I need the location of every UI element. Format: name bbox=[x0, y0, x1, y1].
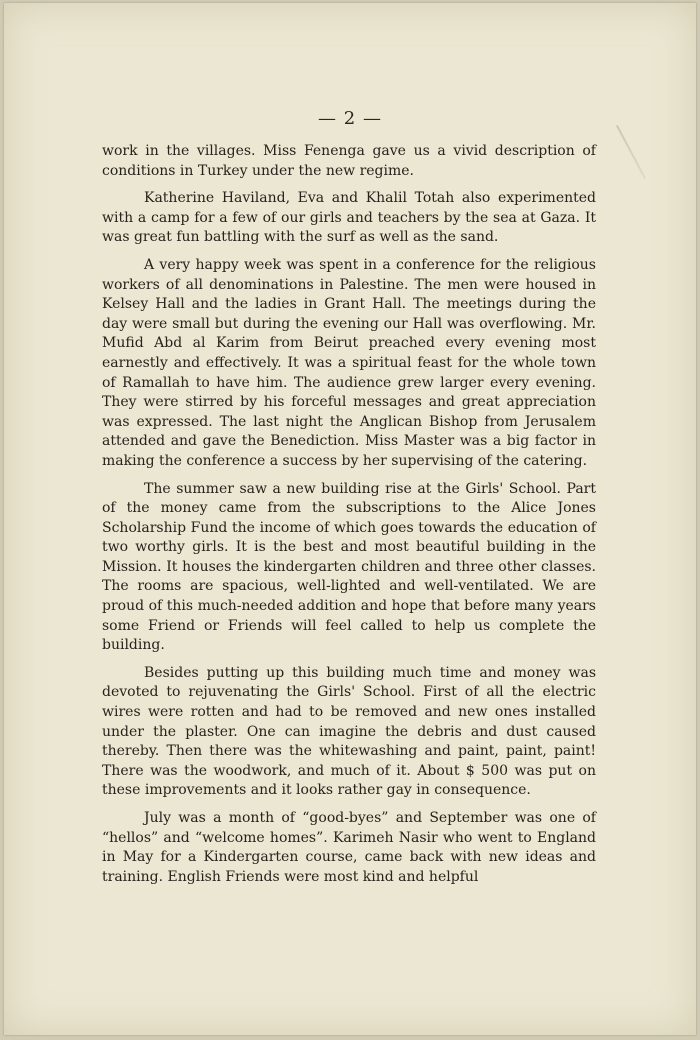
page-number: — 2 — bbox=[318, 108, 382, 129]
paragraph-villages: work in the villages. Miss Fenenga gave us a vivid description of conditions in Turkey under the new regime. bbox=[102, 143, 596, 179]
paragraph-conference: A very happy week was spent in a conference for the religious workers of all denominations in Palestine. The men were housed in Kelsey Hall and the ladies in Grant Hall. The meetings during the day were small but during the evening our Hall was overflowing. Mr. Mufid Abd al Karim from Beirut preached every evening most earnestly and effectively. It was a spiritual feast for the whole town of Ramallah to have him. The audience grew larger every evening. They were stirred by his forceful messages and great appreciation was expressed. The last night the Anglican Bishop from Jerusalem attended and gave the Benediction. Miss Master was a big factor in making the conference a success by her supervising of the catering. bbox=[102, 256, 596, 469]
paragraph-july-september: July was a month of “good-byes” and September was one of “hellos” and “welcome homes”. Karimeh Nasir who went to England in May for a Kindergarten course, came back with new ideas and training. English Friends were most kind and helpful bbox=[102, 810, 596, 885]
paragraph-new-building: The summer saw a new building rise at the Girls' School. Part of the money came from the subscriptions to the Alice Jones Scholarship Fund the income of which goes towards the education of two worthy girls. It is the best and most beautiful building in the Mission. It houses the kindergarten children and three other classes. The rooms are spacious, well-lighted and well-ventilated. We are proud of this much-needed addition and hope that before many years some Friend or Friends will feel called to help us complete the building. bbox=[102, 480, 596, 654]
paragraph-gaza-camp: Katherine Haviland, Eva and Khalil Totah also experimented with a camp for a few of our girls and teachers by the sea at Gaza. It was great fun battling with the surf as well as the sand. bbox=[102, 190, 596, 246]
paragraph-rejuvenation: Besides putting up this building much time and money was devoted to rejuvenating the Girls' School. First of all the electric wires were rotten and had to be removed and new ones installed under the plaster. One can imagine the debris and dust caused thereby. Then there was the whitewashing and paint, paint, paint! There was the woodwork, and much of it. About $ 500 was put on these improvements and it looks rather gay in consequence. bbox=[102, 664, 596, 799]
body-text bbox=[102, 142, 596, 895]
